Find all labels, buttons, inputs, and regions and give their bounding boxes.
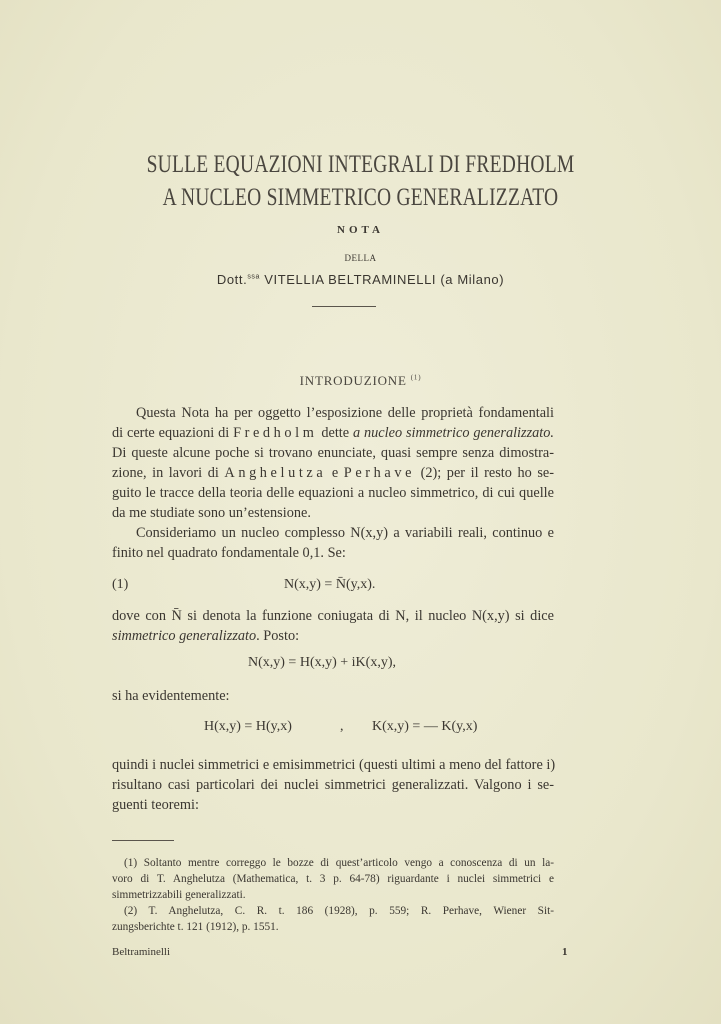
running-author: Beltraminelli	[112, 946, 171, 958]
equation-2: N(x,y) = H(x,y) + iK(x,y),	[248, 655, 396, 670]
footnote-1-line-3: simmetrizzabili generalizzati.	[112, 889, 246, 901]
footnote-2-line-1: (2) T. Anghelutza, C. R. t. 186 (1928), p. 559; R. Perhave, Wiener Sit-	[124, 905, 554, 917]
equation-3-right: K(x,y) = — K(y,x)	[372, 719, 478, 734]
title-divider	[312, 306, 376, 307]
footnote-divider	[112, 840, 174, 841]
p1-line-6: da me studiate sono un’estensione.	[112, 505, 311, 521]
footnote-2-line-2: zungsberichte t. 121 (1912), p. 1551.	[112, 921, 279, 933]
title-line-2: A NUCLEO SIMMETRICO GENERALIZZATO	[162, 184, 559, 211]
name-anghelutza: Anghelutza	[224, 465, 327, 481]
p3-line-2: simmetrico generalizzato. Posto:	[112, 628, 300, 644]
p1-line-3: Di queste alcune poche si trovano enunciate, quasi sempre senza dimostra-	[112, 445, 554, 461]
p1-line-2: di certe equazioni di Fredholm dette a nucleo simmetrico generalizzato.	[112, 425, 555, 441]
name-perhave: Perhave	[343, 465, 416, 481]
name-fredholm: Fredholm	[233, 425, 318, 441]
footnote-1-line-2: voro di T. Anghelutza (Mathematica, t. 3 p. 64-78) riguardante i nuclei simmetrici e	[112, 873, 554, 885]
p5-line-1: quindi i nuclei simmetrici e emisimmetrici (questi ultimi a meno del fattore i)	[112, 757, 556, 773]
p5-line-3: guenti teoremi:	[112, 797, 199, 813]
section-heading-text: INTRODUZIONE	[299, 373, 407, 388]
nota-label: NOTA	[337, 224, 384, 236]
p1-line-4: zione, in lavori di Anghelutza e Perhave (2); per il resto ho se-	[112, 465, 555, 481]
equation-1-number: (1)	[112, 577, 129, 592]
p2-line-1: Consideriamo un nucleo complesso N(x,y) a variabili reali, continuo e	[136, 525, 554, 541]
equation-3-separator: ,	[340, 719, 344, 734]
section-heading	[0, 373, 721, 389]
p2-line-2: finito nel quadrato fondamentale 0,1. Se:	[112, 545, 346, 561]
author-name: VITELLIA BELTRAMINELLI (a Milano)	[264, 272, 505, 287]
p1-line-5: guito le tracce della teoria delle equazioni a nucleo simmetrico, di cui quelle	[112, 485, 554, 501]
italic-term: a nucleo simmetrico generalizzato.	[353, 425, 555, 441]
author-title-sup: ssa	[247, 273, 261, 281]
italic-term-2: simmetrico generalizzato	[112, 628, 257, 644]
p3-line-1: dove con N̄ si denota la funzione coniugata di N, il nucleo N(x,y) si dice	[112, 608, 554, 624]
p1-line-1: Questa Nota ha per oggetto l’esposizione delle proprietà fondamentali	[136, 405, 554, 421]
p5-line-2: risultano casi particolari dei nuclei simmetrici generalizzati. Valgono i se-	[112, 777, 554, 793]
della-label: DELLA	[344, 253, 377, 263]
author-prefix: Dott.	[216, 272, 248, 287]
equation-3-left: H(x,y) = H(y,x)	[204, 719, 292, 734]
title-line-1: SULLE EQUAZIONI INTEGRALI DI FREDHOLM	[146, 151, 575, 178]
page-number: 1	[562, 946, 568, 958]
equation-1: N(x,y) = N̄(y,x).	[284, 577, 376, 592]
p4-line: si ha evidentemente:	[112, 688, 230, 704]
footnote-1-line-1: (1) Soltanto mentre correggo le bozze di quest’articolo vengo a conoscenza di un la-	[124, 857, 554, 869]
section-heading-note: (1)	[410, 373, 422, 382]
author-line	[0, 272, 721, 287]
